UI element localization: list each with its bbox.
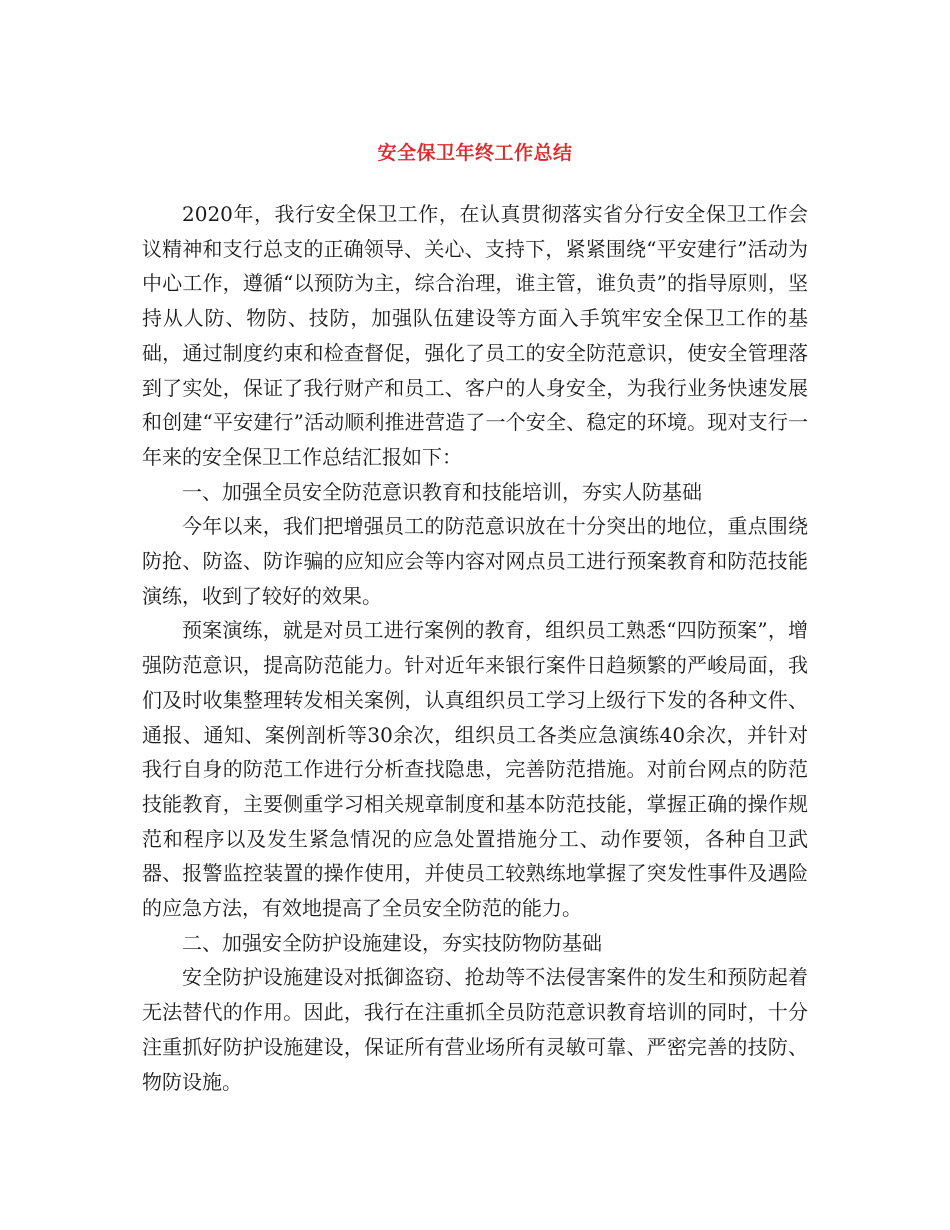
paragraph-3: 安全防护设施建设对抵御盗窃、抢劫等不法侵害案件的发生和预防起着无法替代的作用。因此，我行在注重抓全员防范意识教育培训的同时，十分注重抓好防护设施建设，保证所有营业场所有灵敏可靠、严密完善的技防、物防设施。 bbox=[142, 965, 808, 1094]
paragraph-intro: 2020年，我行安全保卫工作，在认真贯彻落实省分行安全保卫工作会议精神和支行总支的正确领导、关心、支持下，紧紧围绕“平安建行”活动为中心工作，遵循“以预防为主，综合治理，谁主管，谁负责”的指导原则，坚持从人防、物防、技防，加强队伍建设等方面入手筑牢安全保卫工作的基础，通过制度约束和检查督促，强化了员工的安全防范意识，使安全管理落到了实处，保证了我行财产和员工、客户的人身安全，为我行业务快速发展和创建“平安建行”活动顺利推进营造了一个安全、稳定的环境。现对支行一年来的安全保卫工作总结汇报如下： bbox=[142, 202, 808, 469]
paragraph-1: 今年以来，我们把增强员工的防范意识放在十分突出的地位，重点围绕防抢、防盗、防诈骗的应知应会等内容对网点员工进行预案教育和防范技能演练，收到了较好的效果。 bbox=[142, 514, 808, 608]
document-body bbox=[142, 197, 808, 1099]
document-title: 安全保卫年终工作总结 bbox=[377, 142, 573, 164]
section-heading-2: 二、加强安全防护设施建设，夯实技防物防基础 bbox=[182, 930, 602, 955]
paragraph-2: 预案演练，就是对员工进行案例的教育，组织员工熟悉“四防预案”，增强防范意识，提高防范能力。针对近年来银行案件日趋频繁的严峻局面，我们及时收集整理转发相关案例，认真组织员工学习上级行下发的各种文件、通报、通知、案例剖析等30余次，组织员工各类应急演练40余次，并针对我行自身的防范工作进行分析查找隐患，完善防范措施。对前台网点的防范技能教育，主要侧重学习相关规章制度和基本防范技能，掌握正确的操作规范和程序以及发生紧急情况的应急处置措施分工、动作要领，各种自卫武器、报警监控装置的操作使用，并使员工较熟练地掌握了突发性事件及遇险的应急方法，有效地提高了全员安全防范的能力。 bbox=[142, 618, 808, 921]
section-heading-1: 一、加强全员安全防范意识教育和技能培训，夯实人防基础 bbox=[182, 479, 702, 504]
